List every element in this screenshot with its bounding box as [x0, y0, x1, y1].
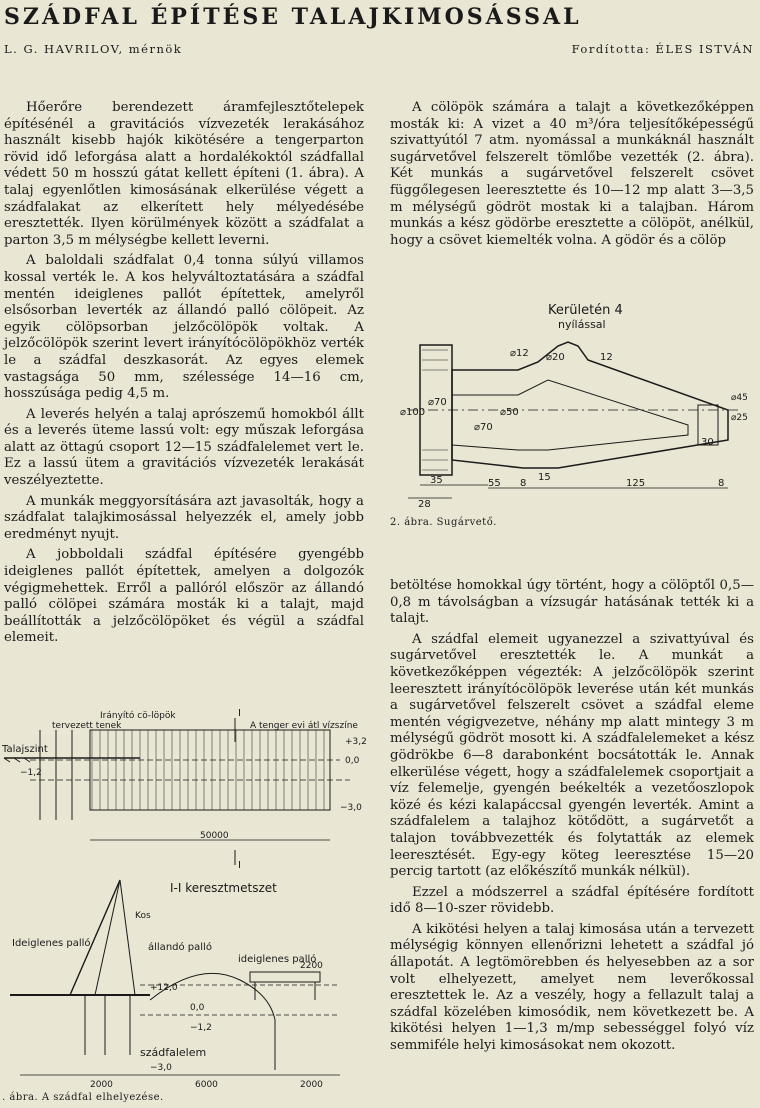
section-mark: I [238, 860, 241, 871]
paragraph: betöltése homokkal úgy történt, hogy a cölöptől 0,5—0,8 m távolságban a vízsugár hatásának tették ki a talajt. [390, 578, 754, 627]
dim-label: ⌀45 [731, 393, 748, 403]
label-tenger: A tenger evi átl vízszíne [250, 721, 358, 731]
paragraph: Ezzel a módszerrel a szádfal építésére fordított idő 8—10-szer rövidebb. [390, 884, 754, 917]
left-column [4, 100, 364, 651]
dim-label: 15 [538, 472, 551, 483]
figure-2-caption: 2. ábra. Sugárvető. [390, 517, 497, 528]
label-szadfalelem: szádfalelem [140, 1046, 207, 1059]
label-tervezett: tervezett tenek [52, 721, 122, 731]
dim-label: 8 [718, 478, 725, 489]
section-mark: I [238, 708, 241, 719]
dim-label: ⌀25 [731, 413, 748, 423]
sheet-pile-drawing [0, 700, 372, 1100]
dim-label: ⌀12 [510, 348, 529, 359]
nozzle-label-holes: Kerületén 4 [548, 303, 623, 318]
label-talajszint: Talajszint [2, 744, 48, 755]
paragraph: A jobboldali szádfal építésére gyengébb ideiglenes pallót építettek, amelyen a dolgozók végigmehettek. Erről a pallóról először az állandó palló cölöpei számára mosták ki a talajt, majd beállították a jelzőcölöpöket és végül a szádfal elemeit. [4, 547, 364, 646]
dim-label: 55 [488, 478, 501, 489]
paragraph: Hőerőre berendezett áramfejlesztőtelepek építésénél a gravitációs vízvezeték lerakásához használt kisebb hajók kikötésére a tengerparton rövid idő leforgása alatt a hordalékoktól szádfallal védett 50 m hosszú gátat kellett építeni (1. ábra). A talaj egyenlőtlen kimosásának elkerülése végett a szádfalakat az elkerített hely mélyedésébe eresztették. Ilyen körülmények között a szádfalat a parton 3,5 m mélységbe kellett leverni. [4, 100, 364, 248]
nozzle-drawing [388, 300, 758, 510]
level-label: −1,2 [20, 768, 42, 778]
label-kos: Kos [135, 911, 151, 921]
level-label: +12,0 [150, 983, 178, 993]
figure-1 [0, 700, 372, 1100]
figure-2 [388, 300, 758, 510]
dim-label: 8 [520, 478, 527, 489]
right-column-top [390, 100, 754, 253]
dim-label: ⌀100 [400, 407, 426, 418]
label-ideiglenes-right: ideiglenes palló [238, 954, 317, 965]
dim-label: 6000 [195, 1080, 218, 1090]
dim-label: 35 [430, 475, 443, 486]
paragraph: A kikötési helyen a talaj kimosása után a tervezett mélységig könnyen ellenőrizni lehetett a szádfal jó állapotát. A legtömörebben és helyesebben az a sor volt elhelyezett, amelyet nem leverőkossal eresztettek le. Az a veszély, hogy a fellazult talaj a szádfal közelében kimosódik, nem következett be. A kikötési helyen 1—1,3 m/mp sebességgel folyó víz semmiféle helyi kimosásokat nem okozott. [390, 921, 754, 1054]
dim-label: 30 [701, 437, 714, 448]
paragraph: A cölöpök számára a talajt a következőképpen mosták ki: A vizet a 40 m³/óra teljesítőképességű szivattyútól 7 atm. nyomással a munkáknál használt sugárvetővel felszerelt tömlőbe vezették (2. ábra). Két munkás a sugárvetővel felszerelt csövet függőlegesen leeresztette és 10—12 mp alatt 3—3,5 m mélységű gödröt mostak ki a talajban. Három munkás a kész gödörbe eresztette a cölöpöt, anélkül, hogy a csövet kiemelték volna. A gödör és a cölöp [390, 100, 754, 248]
article-title: SZÁDFAL ÉPÍTÉSE TALAJKIMOSÁSSAL [4, 4, 582, 30]
dim-label: ⌀70 [474, 422, 493, 433]
dim-label: 2000 [300, 1080, 323, 1090]
level-label: 0,0 [345, 756, 360, 766]
level-label: −3,0 [340, 803, 362, 813]
dim-label: ⌀20 [546, 352, 565, 363]
nozzle-label-holes-2: nyílással [558, 318, 606, 331]
label-ideiglenes-left: Ideiglenes palló [12, 938, 91, 949]
dim-label: 12 [600, 352, 613, 363]
paragraph: A szádfal elemeit ugyanezzel a szivattyúval és sugárvetővel eresztették le. A munkát a következőképpen végezték: A jelzőcölöpök szerint leeresztett irányítócölöpök leverése után két munkás a sugárvetővel felszerelt csövet a szádfal eleme mentén végigvezetve, néhány mp alatt mintegy 3 m mélységű gödröt mosott ki. A szádfalelemeket a kész gödrökbe 6—8 darabonként bocsátották le. Annak elkerülése végett, hogy a szádfalelemek csoportjait a víz felemelje, gyengén beékelték a vezetőoszlopok közé és kézi kalapáccsal gyengén leverték. Amint a szádfalelem a talajhoz kötődött, a sugárvetőt a talajon továbbvezették és folytatták az elemek leeresztését. Egy-egy köteg leeresztése 15—20 percig tartott (az előkészítő munkák nélkül). [390, 631, 754, 880]
dim-label: 2200 [300, 961, 323, 971]
paragraph: A munkák meggyorsítására azt javasolták, hogy a szádfalat talajkimosással helyezzék el, amely jobb eredményt nyujt. [4, 493, 364, 542]
right-column-bottom [390, 578, 754, 1059]
author-line: L. G. HAVRILOV, mérnök [4, 42, 183, 56]
dim-label: ⌀50 [500, 407, 519, 418]
dim-label: ⌀70 [428, 397, 447, 408]
figure-1-caption: . ábra. A szádfal elhelyezése. [2, 1092, 164, 1103]
level-label: +3,2 [345, 737, 367, 747]
section-title: I-I keresztmetszet [170, 881, 277, 895]
paragraph: A baloldali szádfalat 0,4 tonna súlyú villamos kossal verték le. A kos helyváltoztatására a szádfal mentén ideiglenes pallót építettek, amelyről elsősorban leverték az állandó palló cölöpeit. Az egyik cölöpsorban jelzőcölöpök voltak. A jelzőcölöpök szerint levert irányítócölöpökhöz verték le a szádfal deszkasorát. Az egyes elemek vastagsága 50 mm, szélessége 14—16 cm, hosszúsága pedig 4,5 m. [4, 253, 364, 402]
dim-label: 125 [626, 478, 646, 489]
paragraph: A leverés helyén a talaj aprószemű homokból állt és a leverés üteme lassú volt: egy műszak leforgása alatt az öttagú csoport 12—15 szádfalelemet vert le. Ez a lassú ütem a gravitációs vízvezeték lerakását veszélyeztette. [4, 406, 364, 489]
label-allando: állandó palló [148, 942, 212, 953]
length-label: 50000 [200, 831, 229, 841]
translator-line: Fordította: ÉLES ISTVÁN [571, 42, 754, 56]
dim-label: 2000 [90, 1080, 113, 1090]
level-label: 0,0 [190, 1003, 205, 1013]
level-label: −3,0 [150, 1063, 172, 1073]
label-iranyito: Irányító cö-löpök [100, 711, 176, 721]
dim-label: 28 [418, 499, 431, 510]
level-label: −1,2 [190, 1023, 212, 1033]
